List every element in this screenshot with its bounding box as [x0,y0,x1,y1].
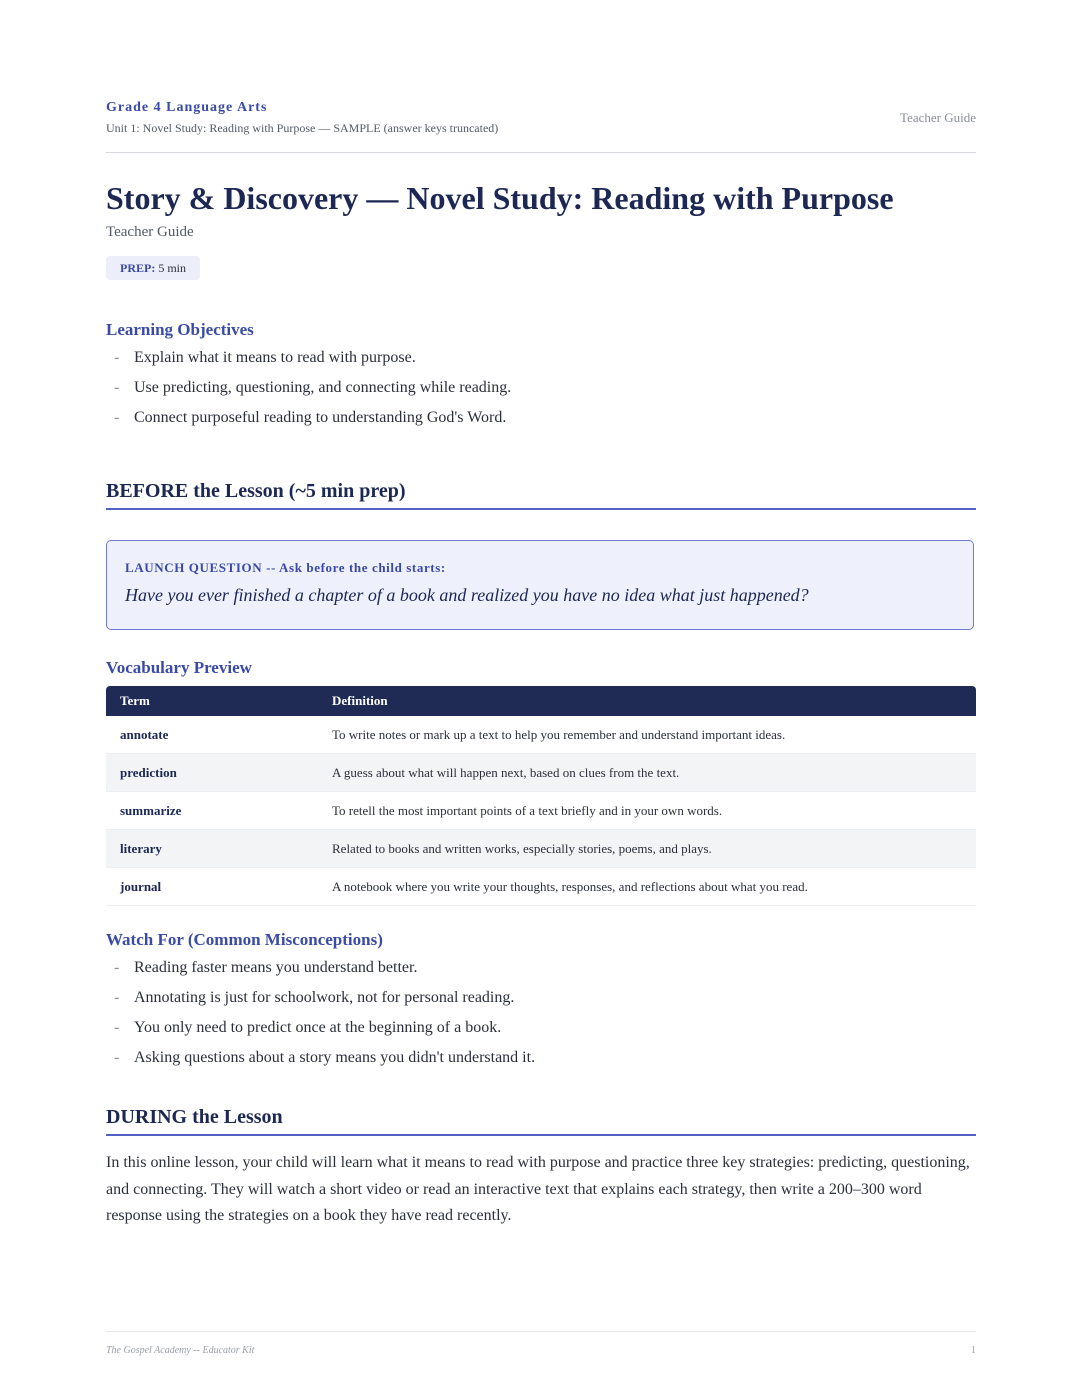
header-unit: Unit 1: Novel Study: Reading with Purpose — SAMPLE (answer keys truncated) [106,121,499,135]
table-row [106,868,976,906]
list-item: - You only need to predict once at the beginning of a book. [106,1017,535,1047]
during-heading: DURING the Lesson [106,1106,283,1128]
during-body-paragraph: In this online lesson, your child will learn what it means to read with purpose and practice three key strategies: predicting, questioning, and connecting. They will watch a short video or read an interactive text that explains each strategy, then write a 200–300 word response using the strategies on a book they have read recently. [106,1154,970,1224]
running-header [106,100,976,153]
list-item: - Explain what it means to read with purpose. [106,347,511,377]
objectives-heading: Learning Objectives [106,320,254,339]
vocab-term: journal [106,868,318,906]
page-title: Story & Discovery — Novel Study: Reading with Purpose [106,180,894,216]
launch-question-label: LAUNCH QUESTION -- Ask before the child starts: [125,560,446,575]
table-header-row [106,686,976,716]
vocab-term: prediction [106,754,318,792]
list-item: - Annotating is just for schoolwork, not for personal reading. [106,987,535,1017]
vocab-term: annotate [106,716,318,754]
table-row [106,754,976,792]
misconceptions-list [106,957,535,1077]
vocab-definition: A notebook where you write your thoughts, responses, and reflections about what you read. [318,868,976,906]
section-divider [106,1134,976,1136]
page-footer [106,1331,976,1356]
before-heading: BEFORE the Lesson (~5 min prep) [106,480,406,502]
vocabulary-table [106,686,976,906]
prep-badge [106,256,200,280]
list-item: - Asking questions about a story means you didn't understand it. [106,1047,535,1077]
table-row [106,716,976,754]
list-item: - Connect purposeful reading to understanding God's Word. [106,407,511,437]
header-guide-label: Teacher Guide [900,110,976,125]
vocab-definition: To write notes or mark up a text to help you remember and understand important ideas. [318,716,976,754]
header-subject: Grade 4 Language Arts [106,100,268,115]
launch-question-text: Have you ever finished a chapter of a book and realized you have no idea what just happened? [125,585,809,605]
list-item: - Use predicting, questioning, and connecting while reading. [106,377,511,407]
column-header-term: Term [106,686,318,716]
launch-question-callout [106,540,974,630]
prep-label: PREP: [120,261,156,275]
objectives-list [106,347,511,437]
table-row [106,830,976,868]
vocab-definition: To retell the most important points of a text briefly and in your own words. [318,792,976,830]
column-header-definition: Definition [318,686,976,716]
section-divider [106,508,976,510]
prep-value: 5 min [158,261,186,275]
vocab-definition: Related to books and written works, especially stories, poems, and plays. [318,830,976,868]
list-item: - Reading faster means you understand better. [106,957,535,987]
page-subtitle: Teacher Guide [106,224,194,240]
watch-for-heading: Watch For (Common Misconceptions) [106,930,383,949]
page-number: 1 [971,1345,976,1356]
vocab-term: summarize [106,792,318,830]
footer-publisher: The Gospel Academy -- Educator Kit [106,1345,255,1356]
vocab-definition: A guess about what will happen next, based on clues from the text. [318,754,976,792]
vocab-term: literary [106,830,318,868]
vocab-heading: Vocabulary Preview [106,658,252,677]
table-row [106,792,976,830]
